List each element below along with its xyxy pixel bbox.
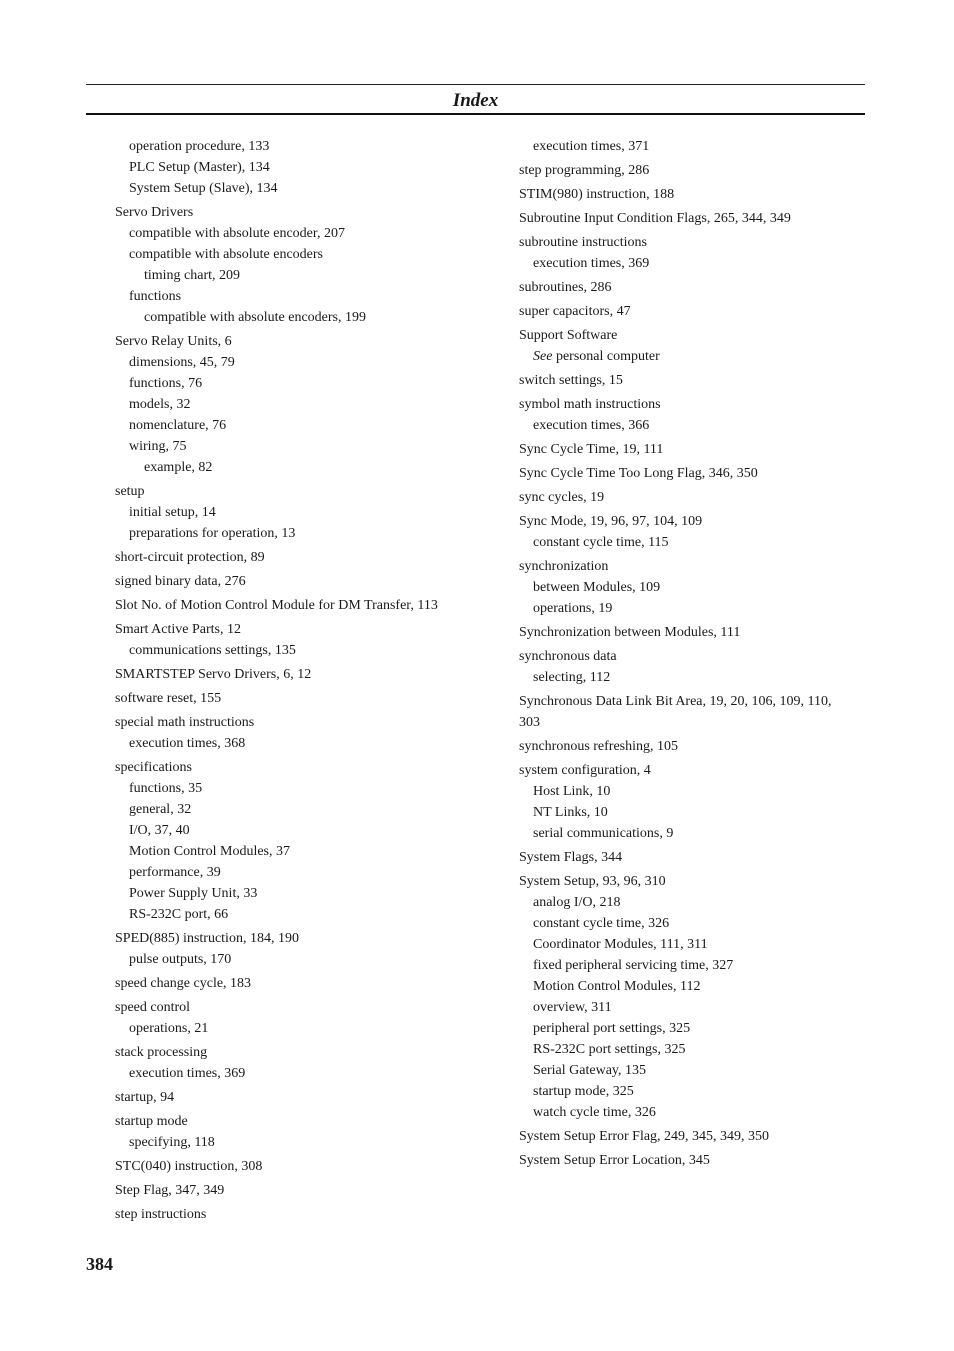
page-title: Index: [452, 90, 499, 111]
entry-text: operations, 19: [533, 601, 613, 616]
index-subentry: [115, 949, 467, 970]
index-subentry: [519, 346, 865, 367]
entry-text: Servo Drivers: [115, 205, 194, 220]
index-entry: [115, 595, 467, 616]
header-rule-bottom: [86, 113, 865, 115]
index-entry: [115, 757, 467, 778]
entry-text: NT Links, 10: [533, 805, 608, 820]
entry-text: fixed peripheral servicing time, 327: [533, 958, 734, 973]
entry-text: Serial Gateway, 135: [533, 1063, 646, 1078]
entry-text: compatible with absolute encoders, 199: [144, 310, 366, 325]
entry-text: watch cycle time, 326: [533, 1105, 656, 1120]
index-subentry: [519, 598, 865, 619]
entry-text: STIM(980) instruction, 188: [519, 187, 675, 202]
index-entry: [519, 691, 865, 733]
index-subentry: [115, 640, 467, 661]
index-subentry: [115, 352, 467, 373]
entry-text: constant cycle time, 326: [533, 916, 670, 931]
header-rule-top: [86, 84, 865, 85]
index-subentry: [519, 577, 865, 598]
entry-text: compatible with absolute encoder, 207: [129, 226, 345, 241]
entry-text: SMARTSTEP Servo Drivers, 6, 12: [115, 667, 312, 682]
entry-text: stack processing: [115, 1045, 208, 1060]
page-number: 384: [86, 1254, 113, 1274]
entry-text: Synchronization between Modules, 111: [519, 625, 741, 640]
index-subentry: [115, 820, 467, 841]
entry-text: SPED(885) instruction, 184, 190: [115, 931, 299, 946]
entry-text: System Setup, 93, 96, 310: [519, 874, 666, 889]
entry-text: software reset, 155: [115, 691, 222, 706]
index-subentry: [115, 904, 467, 925]
entry-text: selecting, 112: [533, 670, 611, 685]
entry-text: operation procedure, 133: [129, 139, 270, 154]
index-entry: [115, 547, 467, 568]
entry-text: Motion Control Modules, 37: [129, 844, 291, 859]
index-entry: [115, 571, 467, 592]
entry-text: speed change cycle, 183: [115, 976, 252, 991]
index-subentry: [519, 976, 865, 997]
entry-text: overview, 311: [533, 1000, 612, 1015]
index-entry: [115, 688, 467, 709]
entry-text: synchronous data: [519, 649, 617, 664]
index-subentry: [519, 1081, 865, 1102]
index-subentry: [519, 415, 865, 436]
entry-text: signed binary data, 276: [115, 574, 246, 589]
entry-text: Coordinator Modules, 111, 311: [533, 937, 708, 952]
entry-text: RS-232C port settings, 325: [533, 1042, 686, 1057]
entry-text: Step Flag, 347, 349: [115, 1183, 225, 1198]
entry-text: symbol math instructions: [519, 397, 661, 412]
index-subentry: [519, 1060, 865, 1081]
index-entry: [115, 997, 467, 1018]
index-subentry: [115, 415, 467, 436]
entry-text: startup, 94: [115, 1090, 175, 1105]
index-entry: [519, 646, 865, 667]
entry-text: general, 32: [129, 802, 192, 817]
entry-text: initial setup, 14: [129, 505, 216, 520]
index-entry: [519, 736, 865, 757]
entry-text: Motion Control Modules, 112: [533, 979, 701, 994]
index-entry: [519, 511, 865, 532]
index-subentry: [115, 373, 467, 394]
index-subentry: [519, 802, 865, 823]
entry-text: compatible with absolute encoders: [129, 247, 323, 262]
entry-text: Servo Relay Units, 6: [115, 334, 232, 349]
index-entry: [519, 232, 865, 253]
entry-text: analog I/O, 218: [533, 895, 621, 910]
index-subentry: [519, 823, 865, 844]
entry-text: special math instructions: [115, 715, 255, 730]
entry-text: personal computer: [552, 349, 660, 364]
index-entry: [519, 871, 865, 892]
entry-text: execution times, 371: [533, 139, 650, 154]
index-entry: [519, 847, 865, 868]
entry-text: Subroutine Input Condition Flags, 265, 344, 349: [519, 211, 791, 226]
index-subentry: [115, 862, 467, 883]
index-subentry: [115, 394, 467, 415]
index-entry: [519, 556, 865, 577]
index-subentry: [115, 778, 467, 799]
entry-text: performance, 39: [129, 865, 221, 880]
entry-text: System Setup Error Location, 345: [519, 1153, 710, 1168]
index-subentry: [519, 1039, 865, 1060]
index-subentry: [519, 1102, 865, 1123]
entry-text: peripheral port settings, 325: [533, 1021, 691, 1036]
index-entry: [115, 1111, 467, 1132]
entry-text: step programming, 286: [519, 163, 650, 178]
index-subentry: [115, 457, 467, 478]
index-subentry: [115, 244, 467, 265]
index-subentry: [115, 841, 467, 862]
entry-text: models, 32: [129, 397, 191, 412]
entry-text: startup mode, 325: [533, 1084, 634, 1099]
entry-text: example, 82: [144, 460, 213, 475]
index-subentry: [519, 934, 865, 955]
entry-text: execution times, 369: [533, 256, 650, 271]
entry-text: RS-232C port, 66: [129, 907, 229, 922]
index-entry: [519, 370, 865, 391]
index-entry: [115, 481, 467, 502]
entry-text: Sync Cycle Time Too Long Flag, 346, 350: [519, 466, 758, 481]
index-entry: [519, 487, 865, 508]
entry-text: STC(040) instruction, 308: [115, 1159, 263, 1174]
index-entry: [519, 1126, 865, 1147]
entry-text: subroutine instructions: [519, 235, 647, 250]
index-subentry: [115, 799, 467, 820]
entry-text: Host Link, 10: [533, 784, 611, 799]
entry-text: operations, 21: [129, 1021, 209, 1036]
index-entry: [519, 760, 865, 781]
index-subentry: [115, 502, 467, 523]
entry-text: system configuration, 4: [519, 763, 651, 778]
index-entry: [519, 208, 865, 229]
entry-text: step instructions: [115, 1207, 207, 1222]
entry-continuation: 303: [519, 715, 540, 730]
index-subentry: [519, 667, 865, 688]
index-entry: [519, 301, 865, 322]
index-subentry: [115, 1018, 467, 1039]
index-entry: [519, 394, 865, 415]
index-subentry: [519, 955, 865, 976]
see-reference: See: [533, 349, 553, 364]
entry-text: synchronous refreshing, 105: [519, 739, 679, 754]
index-entry: [115, 712, 467, 733]
entry-text: Sync Mode, 19, 96, 97, 104, 109: [519, 514, 703, 529]
entry-text: between Modules, 109: [533, 580, 661, 595]
entry-text: System Setup Error Flag, 249, 345, 349, 350: [519, 1129, 770, 1144]
index-subentry: [115, 223, 467, 244]
entry-text: execution times, 369: [129, 1066, 246, 1081]
entry-text: Smart Active Parts, 12: [115, 622, 241, 637]
index-entry: [519, 439, 865, 460]
entry-text: sync cycles, 19: [519, 490, 605, 505]
index-subentry: [519, 253, 865, 274]
index-entry: [115, 664, 467, 685]
entry-text: wiring, 75: [129, 439, 187, 454]
entry-text: short-circuit protection, 89: [115, 550, 265, 565]
entry-text: startup mode: [115, 1114, 188, 1129]
entry-text: timing chart, 209: [144, 268, 241, 283]
entry-text: serial communications, 9: [533, 826, 674, 841]
entry-text: pulse outputs, 170: [129, 952, 232, 967]
entry-text: Sync Cycle Time, 19, 111: [519, 442, 664, 457]
entry-text: execution times, 368: [129, 736, 246, 751]
index-entry: [115, 202, 467, 223]
entry-text: Power Supply Unit, 33: [129, 886, 258, 901]
index-entry: [519, 277, 865, 298]
entry-text: Support Software: [519, 328, 618, 343]
index-subentry: [115, 265, 467, 286]
index-entry: [519, 160, 865, 181]
index-entry: [115, 619, 467, 640]
index-entry: [115, 1042, 467, 1063]
index-entry: [115, 1156, 467, 1177]
entry-text: switch settings, 15: [519, 373, 623, 388]
index-column-right: [519, 136, 865, 1171]
entry-text: execution times, 366: [533, 418, 650, 433]
index-entry: [519, 325, 865, 346]
index-subentry: [115, 307, 467, 328]
entry-text: nomenclature, 76: [129, 418, 227, 433]
index-subentry: [115, 883, 467, 904]
index-subentry: [115, 157, 467, 178]
index-subentry: [115, 286, 467, 307]
index-entry: [519, 463, 865, 484]
entry-text: super capacitors, 47: [519, 304, 631, 319]
index-entry: [115, 928, 467, 949]
entry-text: speed control: [115, 1000, 191, 1015]
entry-text: communications settings, 135: [129, 643, 296, 658]
index-subentry: [519, 781, 865, 802]
entry-text: Synchronous Data Link Bit Area, 19, 20, 106, 109, 110,: [519, 694, 832, 709]
index-entry: [519, 622, 865, 643]
index-subentry: [115, 523, 467, 544]
entry-text: functions: [129, 289, 182, 304]
index-subentry: [519, 1018, 865, 1039]
entry-text: System Setup (Slave), 134: [129, 181, 278, 196]
index-entry: [115, 331, 467, 352]
index-entry: [115, 1180, 467, 1201]
index-subentry: [115, 136, 467, 157]
index-entry: [519, 184, 865, 205]
index-column-left: [115, 136, 467, 1225]
index-entry: [519, 1150, 865, 1171]
entry-text: functions, 35: [129, 781, 203, 796]
entry-text: setup: [115, 484, 145, 499]
index-entry: [115, 1204, 467, 1225]
entry-text: System Flags, 344: [519, 850, 623, 865]
entry-text: functions, 76: [129, 376, 203, 391]
index-subentry: [519, 532, 865, 553]
entry-text: specifications: [115, 760, 192, 775]
entry-text: Slot No. of Motion Control Module for DM Transfer, 113: [115, 598, 438, 613]
index-entry: [115, 973, 467, 994]
index-subentry: [115, 178, 467, 199]
index-subentry: [115, 1132, 467, 1153]
index-subentry: [519, 913, 865, 934]
entry-text: dimensions, 45, 79: [129, 355, 235, 370]
entry-text: constant cycle time, 115: [533, 535, 669, 550]
entry-text: preparations for operation, 13: [129, 526, 296, 541]
index-subentry: [115, 733, 467, 754]
index-subentry: [115, 1063, 467, 1084]
index-subentry: [519, 997, 865, 1018]
entry-text: specifying, 118: [129, 1135, 215, 1150]
index-subentry: [519, 136, 865, 157]
index-subentry: [115, 436, 467, 457]
index-entry: [115, 1087, 467, 1108]
entry-text: I/O, 37, 40: [129, 823, 190, 838]
index-subentry: [519, 892, 865, 913]
entry-text: PLC Setup (Master), 134: [129, 160, 270, 175]
entry-text: synchronization: [519, 559, 609, 574]
entry-text: subroutines, 286: [519, 280, 612, 295]
